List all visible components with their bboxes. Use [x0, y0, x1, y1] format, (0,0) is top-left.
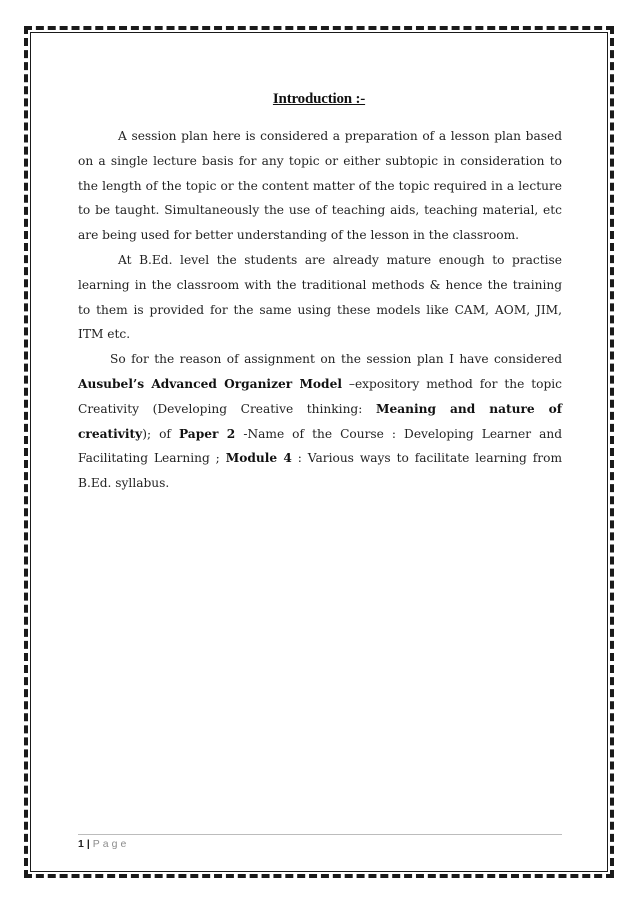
model-name: Ausubel’s Advanced Organizer Model — [78, 376, 342, 391]
page-footer — [78, 838, 129, 850]
paragraph-3-text-1: So for the reason of assignment on the session plan I have considered — [110, 352, 562, 367]
paragraph-1: A session plan here is considered a preparation of a lesson plan based on a single lecture basis for any topic or either subtopic in consideration to the length of the topic or the content matter of the topic required in a lecture to be taught. Simultaneously the use of teaching aids, teaching material, etc are being used for better understanding of the lesson in the classroom. — [78, 129, 562, 243]
module-name: Module 4 — [225, 451, 292, 466]
footer-separator: | — [86, 838, 90, 850]
page-number: 1 — [78, 838, 84, 850]
paragraph-3 — [78, 347, 562, 496]
page-label: Page — [92, 838, 130, 850]
page-title: Introduction :- — [272, 91, 366, 107]
paragraph-3-text-5: : Various ways to facilitate learning from B.Ed. syllabus. — [78, 451, 562, 491]
paragraph-3-text-4: -Name of the Course : Developing Learner and Facilitating Learning ; — [78, 426, 562, 466]
footer-divider — [78, 834, 562, 835]
paper-name: Paper 2 — [178, 426, 236, 441]
paragraph-3-text-2: –expository method for the topic Creativity (Developing Creative thinking: — [78, 376, 562, 416]
topic-name: Meaning and nature of creativity — [78, 401, 563, 441]
document-body — [78, 124, 562, 496]
paragraph-2: At B.Ed. level the students are already mature enough to practise learning in the classroom with the traditional methods & hence the training to them is provided for the same using these models like CAM, AOM, JIM, ITM etc. — [78, 252, 562, 342]
paragraph-3-text-3: ); of — [142, 426, 179, 441]
